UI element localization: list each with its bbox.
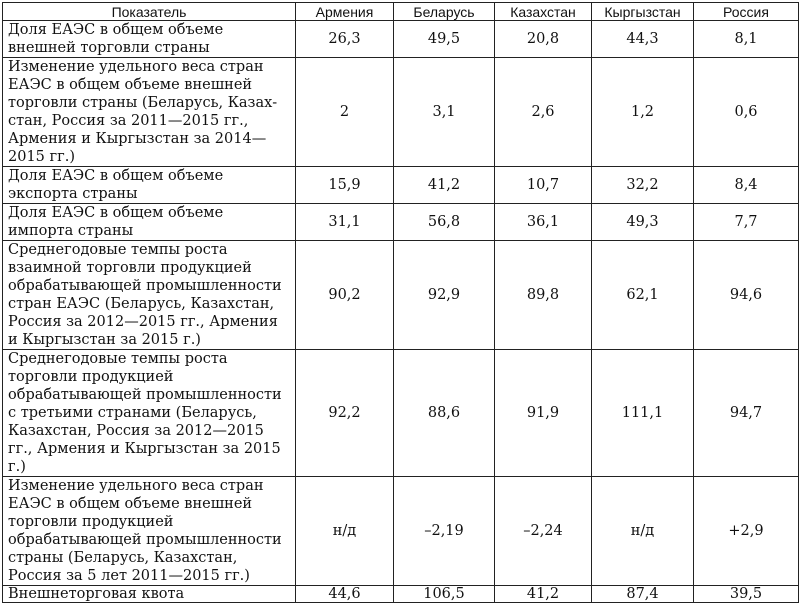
value-cell-armenia: 44,6 xyxy=(296,586,394,603)
table-row xyxy=(3,58,799,167)
indicator-cell: Доля ЕАЭС в общем объеме внешней торговли страны xyxy=(3,21,296,58)
value-cell-kazakhstan: 20,8 xyxy=(495,21,592,58)
header-belarus: Беларусь xyxy=(394,3,495,21)
table-row xyxy=(3,204,799,241)
value-cell-kyrgyzstan: 111,1 xyxy=(592,350,694,477)
value-cell-russia: 8,1 xyxy=(694,21,799,58)
value-cell-belarus: 3,1 xyxy=(394,58,495,167)
header-russia: Россия xyxy=(694,3,799,21)
value-cell-kyrgyzstan: 1,2 xyxy=(592,58,694,167)
value-cell-russia: 94,6 xyxy=(694,241,799,350)
value-cell-kazakhstan: 10,7 xyxy=(495,167,592,204)
value-cell-russia: 0,6 xyxy=(694,58,799,167)
table-row xyxy=(3,167,799,204)
value-cell-belarus: 88,6 xyxy=(394,350,495,477)
value-cell-russia: 94,7 xyxy=(694,350,799,477)
value-cell-kyrgyzstan: 49,3 xyxy=(592,204,694,241)
value-cell-russia: 8,4 xyxy=(694,167,799,204)
value-cell-belarus: 106,5 xyxy=(394,586,495,603)
header-kazakhstan: Казахстан xyxy=(495,3,592,21)
value-cell-belarus: 92,9 xyxy=(394,241,495,350)
indicator-cell: Изменение удельного веса стран ЕАЭС в общем объеме внешней торговли продукцией обрабатывающей промышленности страны (Беларусь, Казахстан, Россия за 5 лет 2011—2015 гг.) xyxy=(3,477,296,586)
indicator-cell: Среднегодовые темпы роста торговли продукцией обрабатывающей промышленности с третьими странами (Беларусь, Казахстан, Россия за 2012—2015 гг., Армения и Кыргызстан за 2015 г.) xyxy=(3,350,296,477)
value-cell-kazakhstan: 2,6 xyxy=(495,58,592,167)
indicator-cell: Доля ЕАЭС в общем объеме экспорта страны xyxy=(3,167,296,204)
value-cell-armenia: 15,9 xyxy=(296,167,394,204)
value-cell-armenia: 92,2 xyxy=(296,350,394,477)
value-cell-kyrgyzstan: 87,4 xyxy=(592,586,694,603)
table-row xyxy=(3,586,799,603)
value-cell-armenia: н/д xyxy=(296,477,394,586)
value-cell-belarus: 56,8 xyxy=(394,204,495,241)
table-row xyxy=(3,21,799,58)
value-cell-kazakhstan: 36,1 xyxy=(495,204,592,241)
value-cell-armenia: 26,3 xyxy=(296,21,394,58)
value-cell-belarus: 49,5 xyxy=(394,21,495,58)
header-row xyxy=(3,3,799,21)
value-cell-russia: +2,9 xyxy=(694,477,799,586)
table-row xyxy=(3,477,799,586)
value-cell-armenia: 90,2 xyxy=(296,241,394,350)
indicator-cell: Доля ЕАЭС в общем объеме импорта страны xyxy=(3,204,296,241)
value-cell-belarus: –2,19 xyxy=(394,477,495,586)
header-kyrgyzstan: Кыргызстан xyxy=(592,3,694,21)
indicator-cell: Внешнеторговая квота xyxy=(3,586,296,603)
value-cell-russia: 7,7 xyxy=(694,204,799,241)
value-cell-belarus: 41,2 xyxy=(394,167,495,204)
header-indicator: Показатель xyxy=(3,3,296,21)
value-cell-armenia: 2 xyxy=(296,58,394,167)
value-cell-kyrgyzstan: н/д xyxy=(592,477,694,586)
indicators-table xyxy=(2,2,799,603)
table-row xyxy=(3,241,799,350)
value-cell-kazakhstan: 41,2 xyxy=(495,586,592,603)
value-cell-kazakhstan: 91,9 xyxy=(495,350,592,477)
value-cell-armenia: 31,1 xyxy=(296,204,394,241)
value-cell-kyrgyzstan: 44,3 xyxy=(592,21,694,58)
value-cell-kyrgyzstan: 62,1 xyxy=(592,241,694,350)
indicator-cell: Изменение удельного веса стран ЕАЭС в общем объеме внешней торговли страны (Беларусь, Казахстан, Россия за 2011—2015 гг., Армения и Кыргызстан за 2014—2015 гг.) xyxy=(3,58,296,167)
table-row xyxy=(3,350,799,477)
value-cell-kyrgyzstan: 32,2 xyxy=(592,167,694,204)
indicator-cell: Среднегодовые темпы роста взаимной торговли продукцией обрабатывающей промышленности стран ЕАЭС (Беларусь, Казахстан, Россия за 2012—2015 гг., Армения и Кыргызстан за 2015 г.) xyxy=(3,241,296,350)
value-cell-kazakhstan: 89,8 xyxy=(495,241,592,350)
value-cell-russia: 39,5 xyxy=(694,586,799,603)
header-armenia: Армения xyxy=(296,3,394,21)
value-cell-kazakhstan: –2,24 xyxy=(495,477,592,586)
